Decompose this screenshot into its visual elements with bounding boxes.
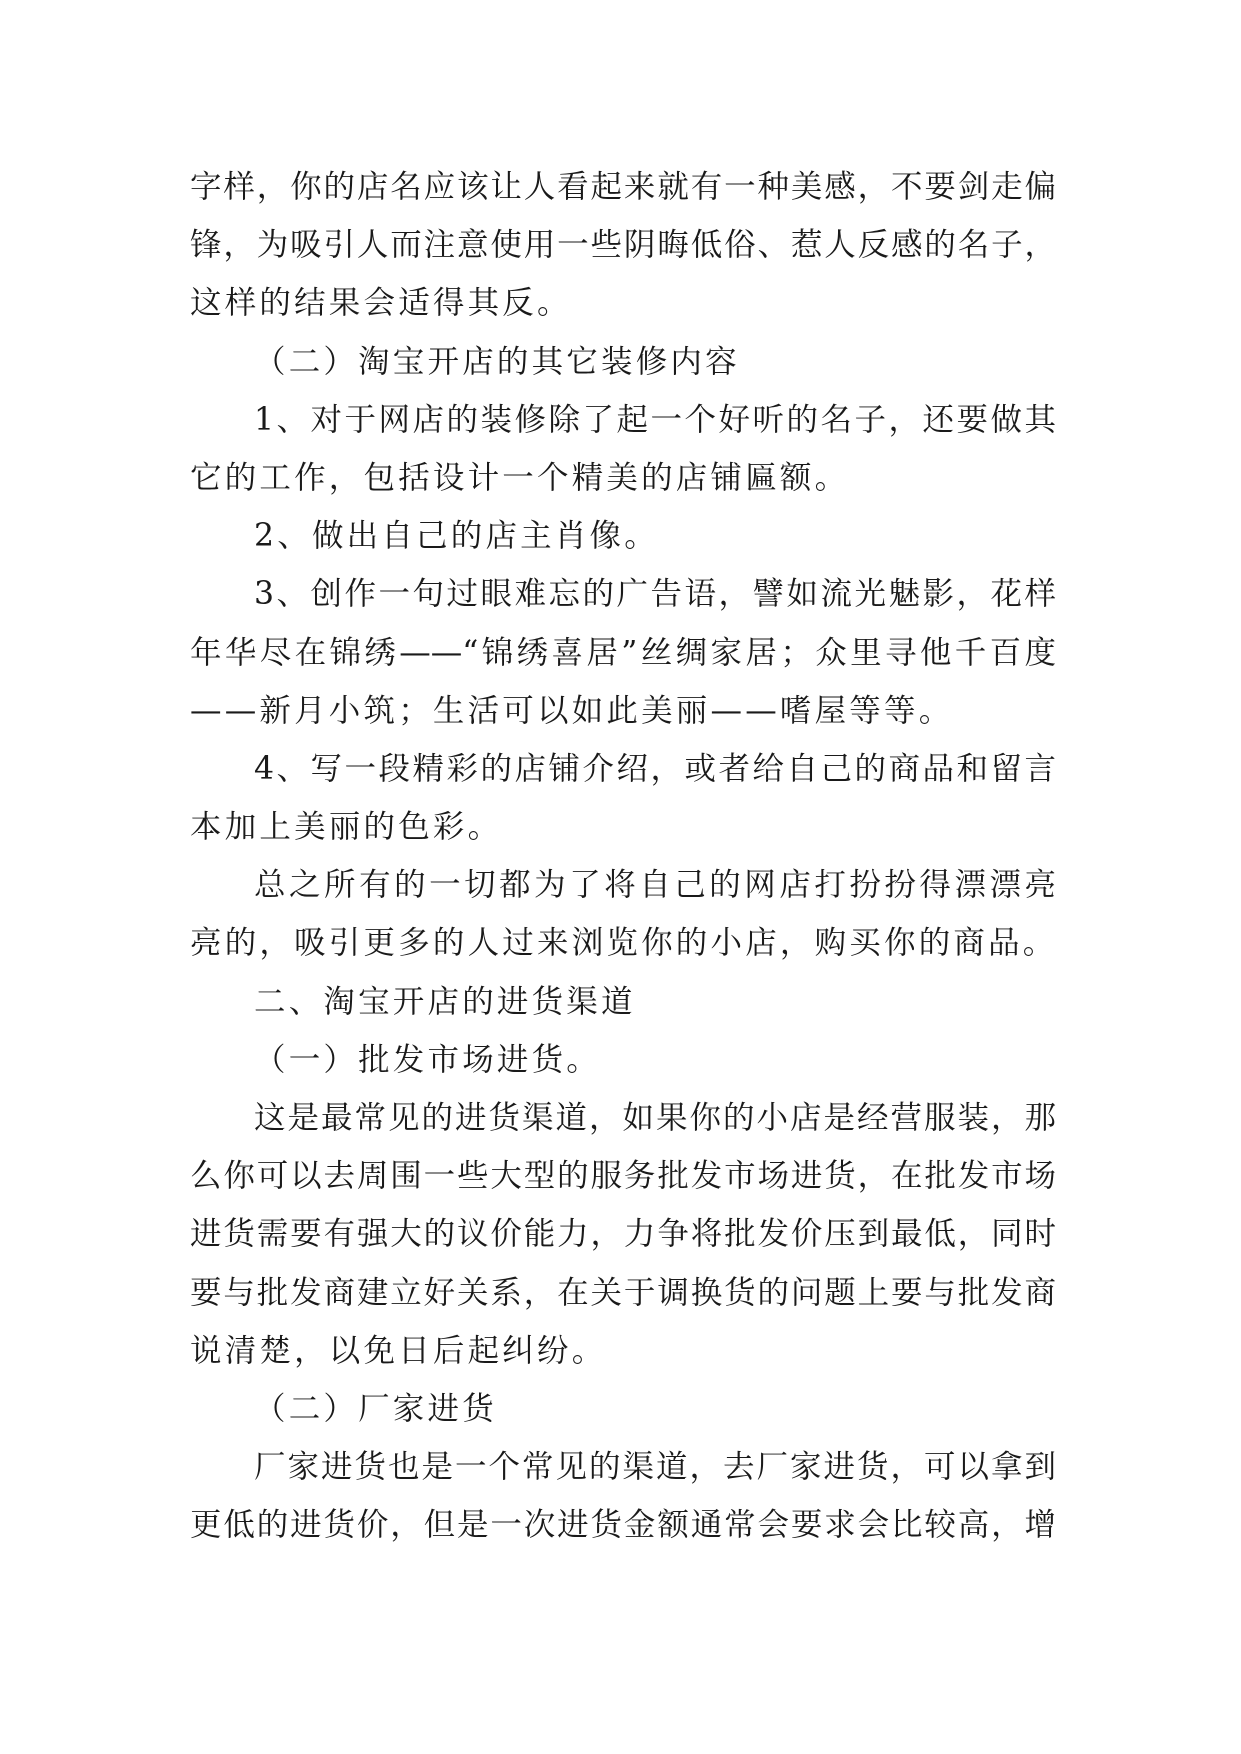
text-line: 本加上美丽的色彩。 xyxy=(190,809,503,846)
section-heading: 二、淘宝开店的进货渠道 xyxy=(254,983,636,1020)
section-heading: （二）厂家进货 xyxy=(254,1390,497,1427)
text-line: 这样的结果会适得其反。 xyxy=(190,285,572,322)
text-line: 它的工作，包括设计一个精美的店铺匾额。 xyxy=(190,459,850,496)
text-line: 3、创作一句过眼难忘的广告语，譬如流光魅影，花样 xyxy=(254,576,1056,613)
text-line: 总之所有的一切都为了将自己的网店打扮扮得漂漂亮 xyxy=(254,867,1056,904)
text-line: 2、做出自己的店主肖像。 xyxy=(254,518,659,555)
text-line: 字样，你的店名应该让人看起来就有一种美感，不要剑走偏 xyxy=(190,169,1056,205)
text-line: 锋，为吸引人而注意使用一些阴晦低俗、惹人反感的名子， xyxy=(190,227,1056,264)
text-line: 亮的，吸引更多的人过来浏览你的小店，购买你的商品。 xyxy=(190,925,1058,962)
text-line: 更低的进货价，但是一次进货金额通常会要求会比较高，增 xyxy=(190,1507,1056,1544)
document-body xyxy=(190,158,1056,1555)
text-line: ——新月小筑；生活可以如此美丽——嗜屋等等。 xyxy=(190,692,954,729)
text-line: 么你可以去周围一些大型的服务批发市场进货，在批发市场 xyxy=(190,1158,1056,1195)
section-heading: （一）批发市场进货。 xyxy=(254,1041,602,1078)
text-line: 说清楚，以免日后起纠纷。 xyxy=(190,1332,607,1369)
text-line: 进货需要有强大的议价能力，力争将批发价压到最低，同时 xyxy=(190,1216,1056,1253)
text-line: 要与批发商建立好关系，在关于调换货的问题上要与批发商 xyxy=(190,1274,1056,1311)
section-heading: （二）淘宝开店的其它装修内容 xyxy=(254,343,740,380)
text-line: 1、对于网店的装修除了起一个好听的名子，还要做其 xyxy=(254,401,1056,438)
text-line: 厂家进货也是一个常见的渠道，去厂家进货，可以拿到 xyxy=(254,1449,1056,1486)
text-line: 4、写一段精彩的店铺介绍，或者给自己的商品和留言 xyxy=(254,750,1056,787)
text-line: 这是最常见的进货渠道，如果你的小店是经营服装，那 xyxy=(254,1100,1056,1136)
text-line: 年华尽在锦绣——“锦绣喜居”丝绸家居；众里寻他千百度 xyxy=(190,634,1056,671)
